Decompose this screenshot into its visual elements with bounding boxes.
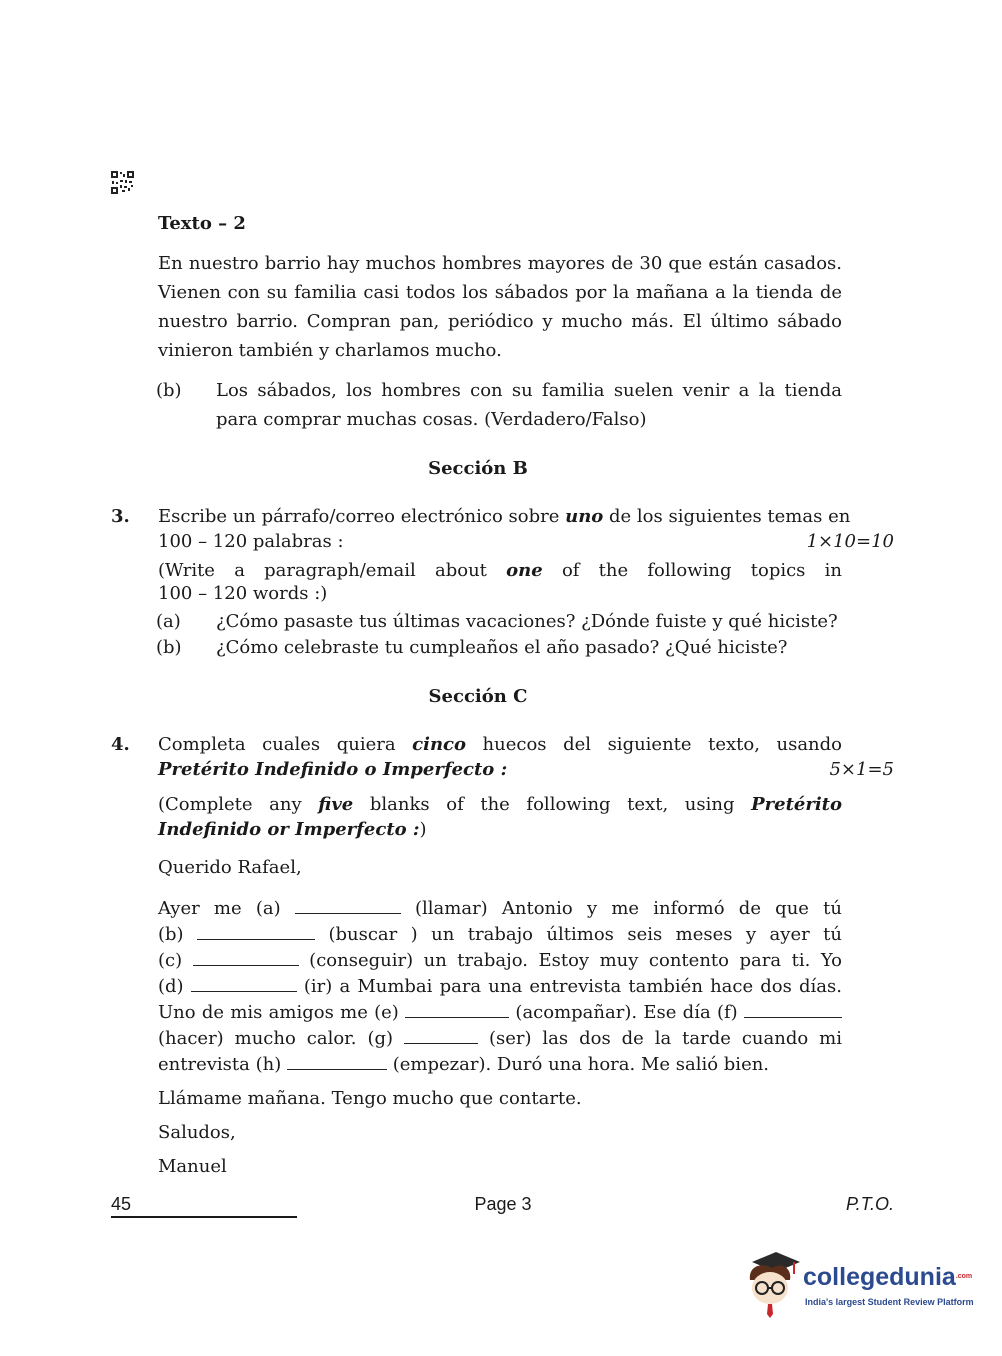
letter-text: (d) — [158, 976, 184, 997]
letter-greeting: Querido Rafael, — [158, 857, 302, 878]
brand-suffix: .com — [955, 1273, 973, 1280]
question-4-number: 4. — [111, 734, 130, 755]
letter-text: Uno de mis amigos me (e) — [158, 1002, 399, 1023]
section-b-title: Sección B — [428, 458, 528, 479]
brand-tagline: India's largest Student Review Platform — [805, 1297, 974, 1307]
page-number: Page 3 — [474, 1194, 532, 1214]
brand-text: collegedunia — [803, 1263, 956, 1291]
letter-line — [158, 1026, 842, 1052]
q4-en-emphasis: five — [318, 794, 354, 815]
letter-text: (c) — [158, 950, 183, 971]
q3-en-emphasis: one — [506, 560, 543, 581]
question-4-marks: 5×1=5 — [829, 759, 894, 780]
paragraph-line: En nuestro barrio hay muchos hombres mayores de 30 que están casados. — [158, 253, 842, 274]
blank-f[interactable] — [744, 1001, 842, 1018]
paragraph-line: Vienen con su familia casi todos los sábados por la mañana a la tienda de — [158, 282, 842, 303]
question-3-text: 100 – 120 palabras : — [158, 531, 344, 552]
option-a-text: ¿Cómo pasaste tus últimas vacaciones? ¿Dónde fuiste y qué hiciste? — [216, 611, 838, 632]
letter-text: (acompañar). Ese día (f) — [515, 1002, 738, 1023]
q4-en-emphasis: Indefinido or Imperfecto : — [158, 819, 420, 840]
item-b-label: (b) — [156, 380, 182, 401]
letter-line — [158, 974, 842, 1000]
brand-name — [803, 1263, 972, 1291]
question-3-english: 100 – 120 words :) — [158, 583, 328, 604]
question-3-text — [158, 504, 851, 530]
paragraph-line: vinieron también y charlamos mucho. — [158, 340, 502, 361]
footer-code: 45 — [111, 1194, 132, 1214]
question-4-text: Pretérito Indefinido o Imperfecto : — [158, 759, 508, 780]
letter-saludos: Saludos, — [158, 1122, 236, 1143]
blank-g[interactable] — [404, 1027, 478, 1044]
letter-line — [158, 948, 842, 974]
letter-text: (hacer) mucho calor. (g) — [158, 1028, 394, 1049]
letter-line — [158, 922, 842, 948]
item-b-text: para comprar muchas cosas. (Verdadero/Falso) — [216, 409, 647, 430]
q3-text-part: Escribe un párrafo/correo electrónico sobre — [158, 506, 566, 527]
question-4-text — [158, 732, 842, 758]
letter-line — [158, 1052, 842, 1078]
question-3-marks: 1×10=10 — [806, 531, 894, 552]
blank-e[interactable] — [405, 1001, 509, 1018]
q4-en-part: ) — [419, 819, 427, 840]
section-c-title: Sección C — [428, 686, 528, 707]
blank-d[interactable] — [191, 975, 297, 992]
q3-emphasis: uno — [565, 506, 604, 527]
question-3-number: 3. — [111, 506, 130, 527]
q4-en-emphasis: Pretérito — [751, 794, 842, 815]
q4-text-part: huecos del siguiente texto, usando — [466, 734, 843, 755]
pto-label: P.T.O. — [845, 1194, 894, 1214]
letter-text: (b) — [158, 924, 184, 945]
letter-text: (ir) a Mumbai para una entrevista también hace dos días. — [303, 976, 842, 997]
letter-text: (conseguir) un trabajo. Estoy muy contento para ti. Yo — [309, 950, 842, 971]
letter-text: entrevista (h) — [158, 1054, 282, 1075]
q4-en-part: blanks of the following text, using — [353, 794, 752, 815]
letter-text: (buscar ) un trabajo últimos seis meses y ayer tú — [328, 924, 842, 945]
blank-h[interactable] — [287, 1053, 387, 1070]
option-a-label: (a) — [156, 611, 181, 632]
question-4-english — [158, 817, 842, 843]
q4-en-part: (Complete any — [158, 794, 319, 815]
letter-text: (ser) las dos de la tarde cuando mi — [488, 1028, 842, 1049]
texto-2-heading: Texto – 2 — [158, 213, 246, 234]
qr-code-icon — [111, 171, 134, 194]
letter-closing: Llámame mañana. Tengo mucho que contarte. — [158, 1088, 582, 1109]
q4-text-part: Completa cuales quiera — [158, 734, 413, 755]
blank-b[interactable] — [197, 923, 315, 940]
collegedunia-mascot-logo — [742, 1248, 804, 1318]
q3-text-part: de los siguientes temas en — [603, 506, 851, 527]
q3-en-part: of the following topics in — [542, 560, 843, 581]
q3-en-part: (Write a paragraph/email about — [158, 560, 507, 581]
item-b-text: Los sábados, los hombres con su familia suelen venir a la tienda — [216, 380, 842, 401]
blank-c[interactable] — [193, 949, 299, 966]
footer-underline — [111, 1216, 297, 1218]
blank-a[interactable] — [295, 897, 401, 914]
letter-text: (llamar) Antonio y me informó de que tú — [415, 898, 842, 919]
q4-emphasis: cinco — [412, 734, 466, 755]
option-b-text: ¿Cómo celebraste tu cumpleaños el año pasado? ¿Qué hiciste? — [216, 637, 788, 658]
letter-line — [158, 1000, 842, 1026]
letter-signature: Manuel — [158, 1156, 227, 1177]
letter-text: Ayer me (a) — [158, 898, 281, 919]
paragraph-line: nuestro barrio. Compran pan, periódico y mucho más. El último sábado — [158, 311, 842, 332]
option-b-label: (b) — [156, 637, 182, 658]
letter-text: (empezar). Duró una hora. Me salió bien. — [392, 1054, 770, 1075]
letter-line — [158, 896, 842, 922]
question-4-english — [158, 792, 842, 818]
